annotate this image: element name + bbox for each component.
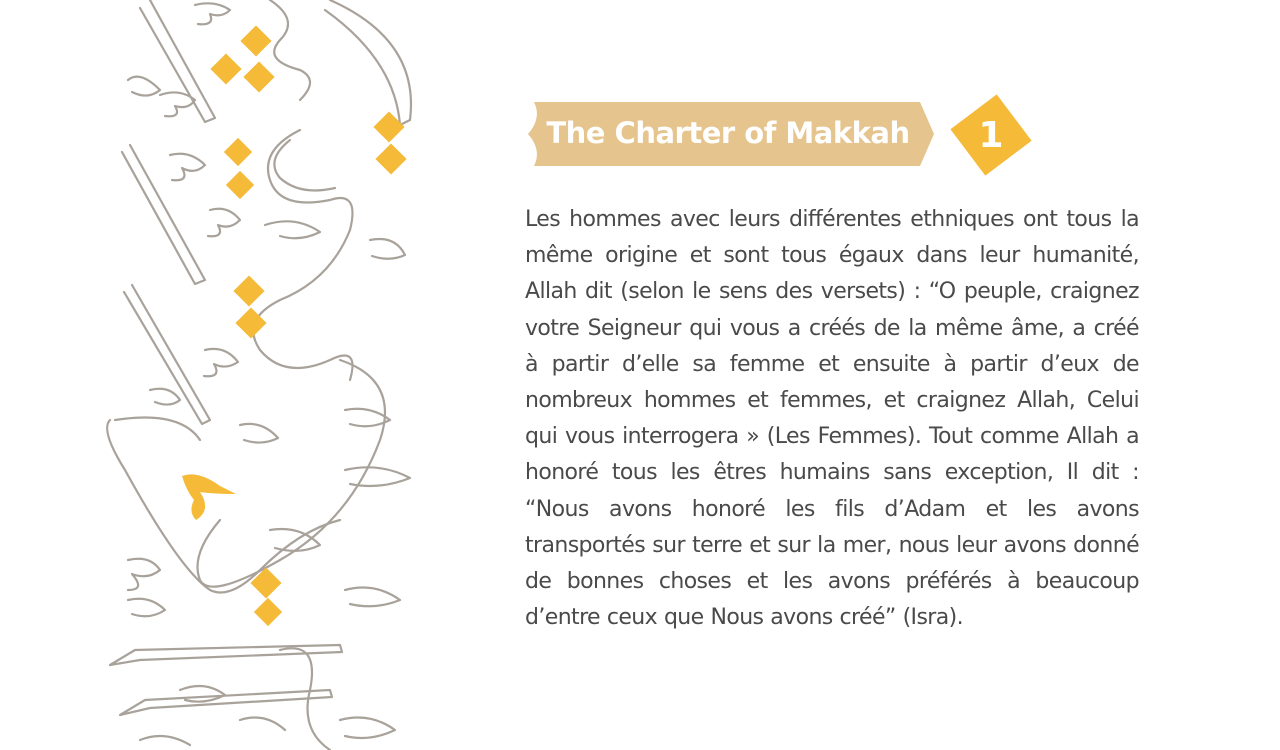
title-banner: [522, 102, 934, 166]
section-number-badge: [948, 92, 1034, 178]
page-title: The Charter of Makkah: [546, 116, 910, 150]
calligraphy-ornament: [95, 0, 430, 750]
body-paragraph: Les hommes avec leurs différentes ethniques ont tous la même origine et sont tous égaux dans leur humanité, Allah dit (selon le sens des versets) : “O peuple, craignez votre Seigneur qui vous a créés de la même âme, a créé à partir d’elle sa femme et ensuite à partir d’eux de nombreux hommes et femmes, et craignez Allah, Celui qui vous interrogera » (Les Femmes). Tout comme Allah a honoré tous les êtres humains sans exception, Il dit : “Nous avons honoré les fils d’Adam et les avons transportés sur terre et sur la mer, nous leur avons donné de bonnes choses et les avons préférés à beaucoup d’entre ceux que Nous avons créé” (Isra).: [525, 207, 1139, 631]
section-number: 1: [978, 115, 1004, 156]
